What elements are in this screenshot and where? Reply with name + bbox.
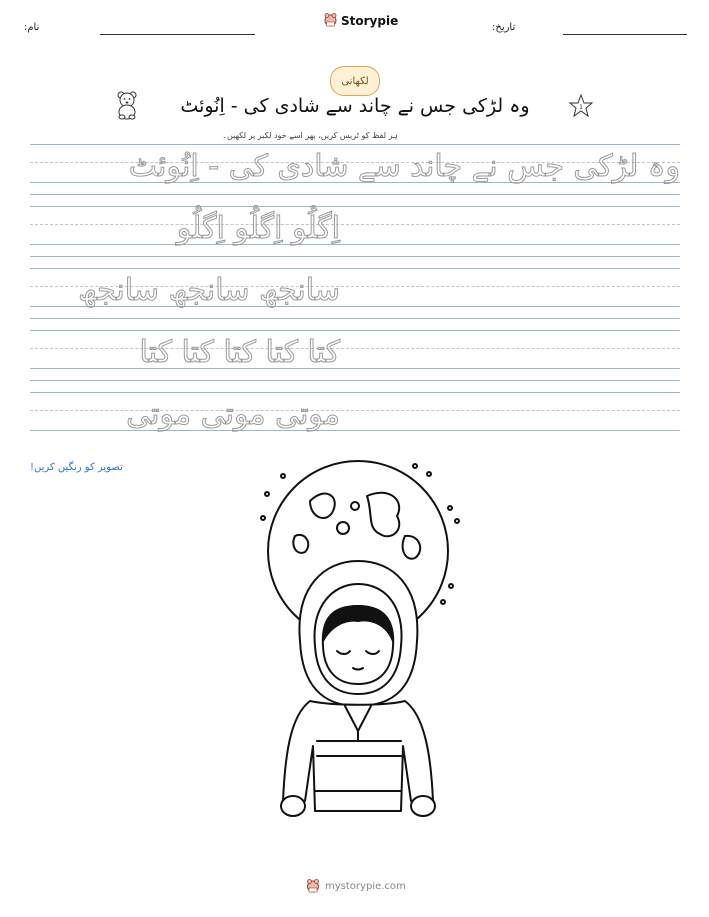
trace-word: اِگلُو اِگلُو اِگلُو [176,211,340,246]
coloring-instruction: تصویر کو رنگین کریں! [30,462,123,473]
trace-word: کتا کتا کتا کتا کتا [139,335,340,370]
trace-row[interactable] [30,268,680,318]
name-label: نام: [24,22,40,33]
trace-word: وہ لڑکی جس نے چاند سے شادی کی - اِنُوئٹ [128,149,680,184]
trace-row[interactable] [30,144,680,194]
brand-name: Storypie [341,13,399,28]
footer-site[interactable]: mystorypie.com [325,881,406,892]
footer [306,879,406,894]
storypie-logo [324,13,398,28]
date-label: تاریخ: [492,22,516,33]
instructions: ہر لفظ کو ٹریس کریں، پھر اسے خود لکیر پر لکھیں۔ [222,131,398,140]
name-line[interactable] [100,34,255,35]
storypie-footer-icon [306,879,320,894]
svg-text:1: 1 [579,104,583,111]
trace-row[interactable] [30,330,680,380]
trace-word: سانجھ سانجھ سانجھ [78,273,340,308]
date-line[interactable] [563,34,687,35]
storypie-logo-icon [324,13,337,28]
category-badge: لکھانی [330,66,380,96]
trace-row[interactable] [30,206,680,256]
star-icon [568,93,594,119]
bear-icon [115,90,139,120]
girl-and-moon-illustration[interactable] [255,456,465,821]
page-title: وہ لڑکی جس نے چاند سے شادی کی - اِنُوئٹ [180,95,530,117]
trace-row[interactable] [30,392,680,442]
trace-word: موتی موتی موتی [126,397,340,432]
